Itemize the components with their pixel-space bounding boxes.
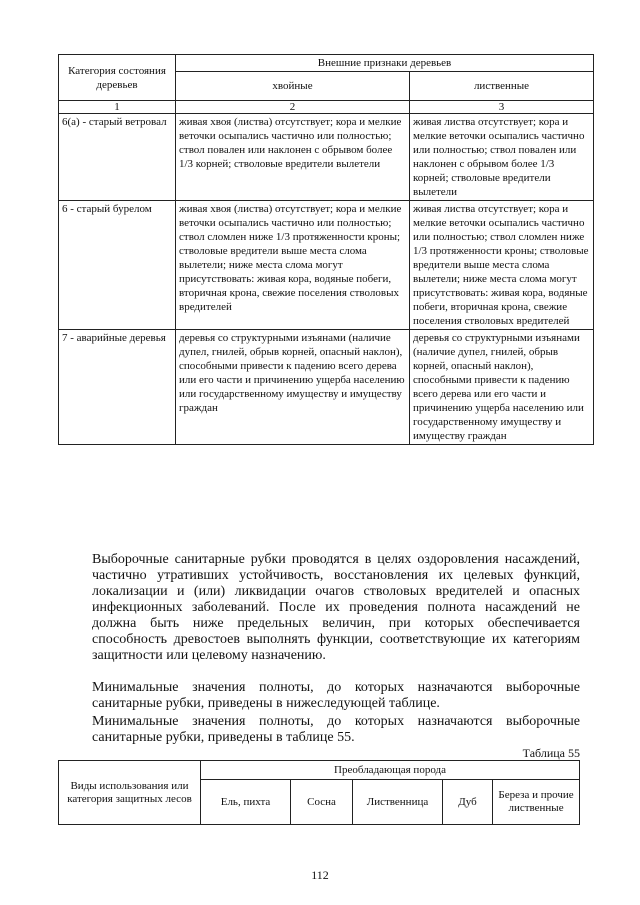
paragraph-text: Минимальные значения полноты, до которых назначаются выборочные санитарные рубки, приведены в таблице 55. [92,714,580,745]
category-cell: 6 - старый бурелом [59,201,176,330]
column-number: 2 [176,101,410,114]
tree-condition-table [58,54,594,445]
header-deciduous: лиственные [410,72,594,101]
species-larch: Лиственница [353,780,443,825]
deciduous-cell: деревья со структурными изъянами (наличие дупел, гнилей, обрыв корней, опасный наклон), способными привести к падению всего дерева или его части и причинению ущерба населению или государственному имуществу и имуществу граждан [410,330,594,445]
coniferous-cell: деревья со структурными изъянами (наличие дупел, гнилей, обрыв корней, опасный наклон), способными привести к падению всего дерева или его части и причинению ущерба населению или государственному имуществу и имуществу граждан [176,330,410,445]
table-header-row [59,761,580,780]
min-density-table [58,760,580,825]
header-category: Категория состояния деревьев [59,55,176,101]
page-number: 112 [311,868,329,882]
paragraph-text: Минимальные значения полноты, до которых назначаются выборочные санитарные рубки, приведены в нижеследующей таблице. [92,680,580,711]
column-number: 1 [59,101,176,114]
header-coniferous: хвойные [176,72,410,101]
category-text: 6(а) - старый ветровал [62,116,167,128]
species-oak: Дуб [443,780,493,825]
header-external-signs: Внешние признаки деревьев [176,55,594,72]
column-number-row [59,101,594,114]
table-row [59,114,594,201]
paragraph-min-values-1 [92,680,580,712]
species-pine: Сосна [291,780,353,825]
table-caption: Таблица 55 [522,746,580,760]
deciduous-cell: живая листва отсутствует; кора и мелкие веточки осыпались частично или полностью; ствол сломлен ниже 1/3 протяженности кроны; стволовые вредители выше места слома вылетели; ниже места слома могут присутствовать: живая кора, водяные побеги, вторичная крона, свежие поселения стволовых вредителей [410,201,594,330]
table-row [59,330,594,445]
paragraph-sanitary-cuttings [92,552,580,664]
column-number: 3 [410,101,594,114]
coniferous-cell: живая хвоя (листва) отсутствует; кора и мелкие веточки осыпались частично или полностью; ствол сломлен ниже 1/3 протяженности кроны; стволовые вредители выше места слома вылетели; ниже места слома могут присутствовать: живая кора, водяные побеги, вторичная крона, свежие поселения стволовых вредителей [176,201,410,330]
coniferous-cell: живая хвоя (листва) отсутствует; кора и мелкие веточки осыпались частично или полностью; ствол повален или наклонен с обрывом более 1/3 корней; стволовые вредители вылетели [176,114,410,201]
paragraph-text: Выборочные санитарные рубки проводятся в целях оздоровления насаждений, частично утративших устойчивость, восстановления их целевых функций, локализации и (или) ликвидации очагов стволовых вредителей и опасных инфекционных заболеваний. После их проведения полнота насаждений не должна быть ниже предельных величин, при которых обеспечивается способность древостоев выполнять функции, соответствующие их категориям защитности или целевому назначению. [92,552,580,663]
category-cell: 7 - аварийные деревья [59,330,176,445]
category-cell [59,114,176,201]
table-header-row [59,55,594,72]
header-dominant-species: Преобладающая порода [201,761,580,780]
deciduous-cell: живая листва отсутствует; кора и мелкие веточки осыпались частично или полностью; ствол повален или наклонен с обрывом более 1/3 корней; стволовые вредители вылетели [410,114,594,201]
species-spruce-fir: Ель, пихта [201,780,291,825]
header-use-category: Виды использования или категория защитных лесов [59,761,201,825]
table-row [59,201,594,330]
paragraph-min-values-2 [92,714,580,746]
species-birch-deciduous: Береза и прочие лиственные [493,780,580,825]
